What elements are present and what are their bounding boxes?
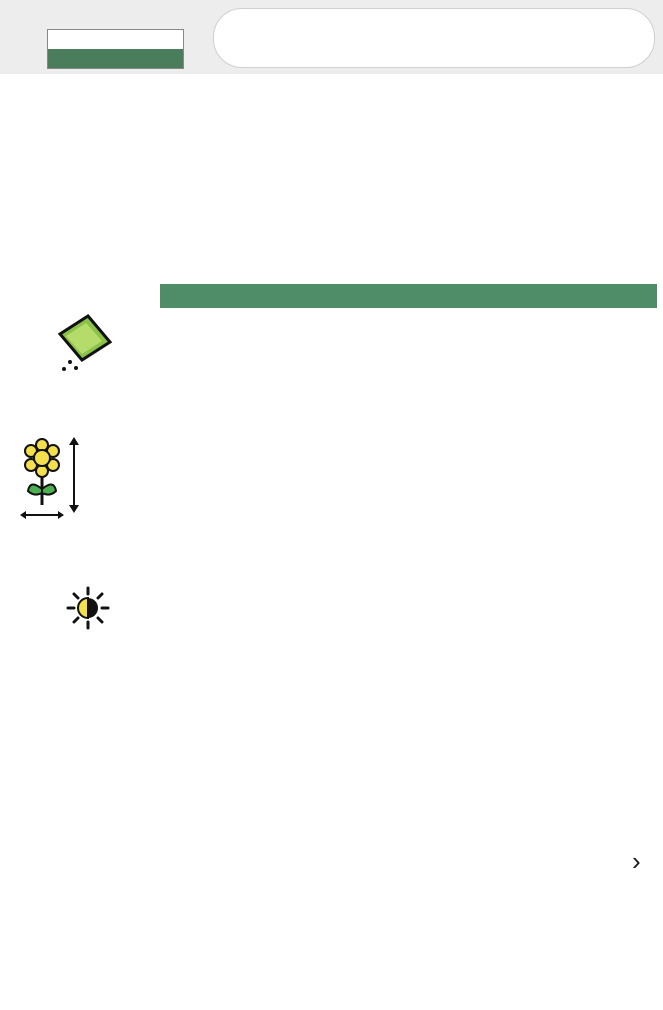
barcode — [384, 740, 629, 840]
packet-window — [213, 8, 655, 68]
plant-size-icon — [20, 435, 90, 521]
seed-packet-icon — [52, 312, 116, 372]
barcode-arrow-icon: › — [632, 846, 641, 876]
seed-count-box — [47, 29, 184, 69]
seed-count-line2 — [48, 49, 183, 68]
part-shade-icon — [64, 586, 112, 630]
section-title — [160, 284, 657, 308]
